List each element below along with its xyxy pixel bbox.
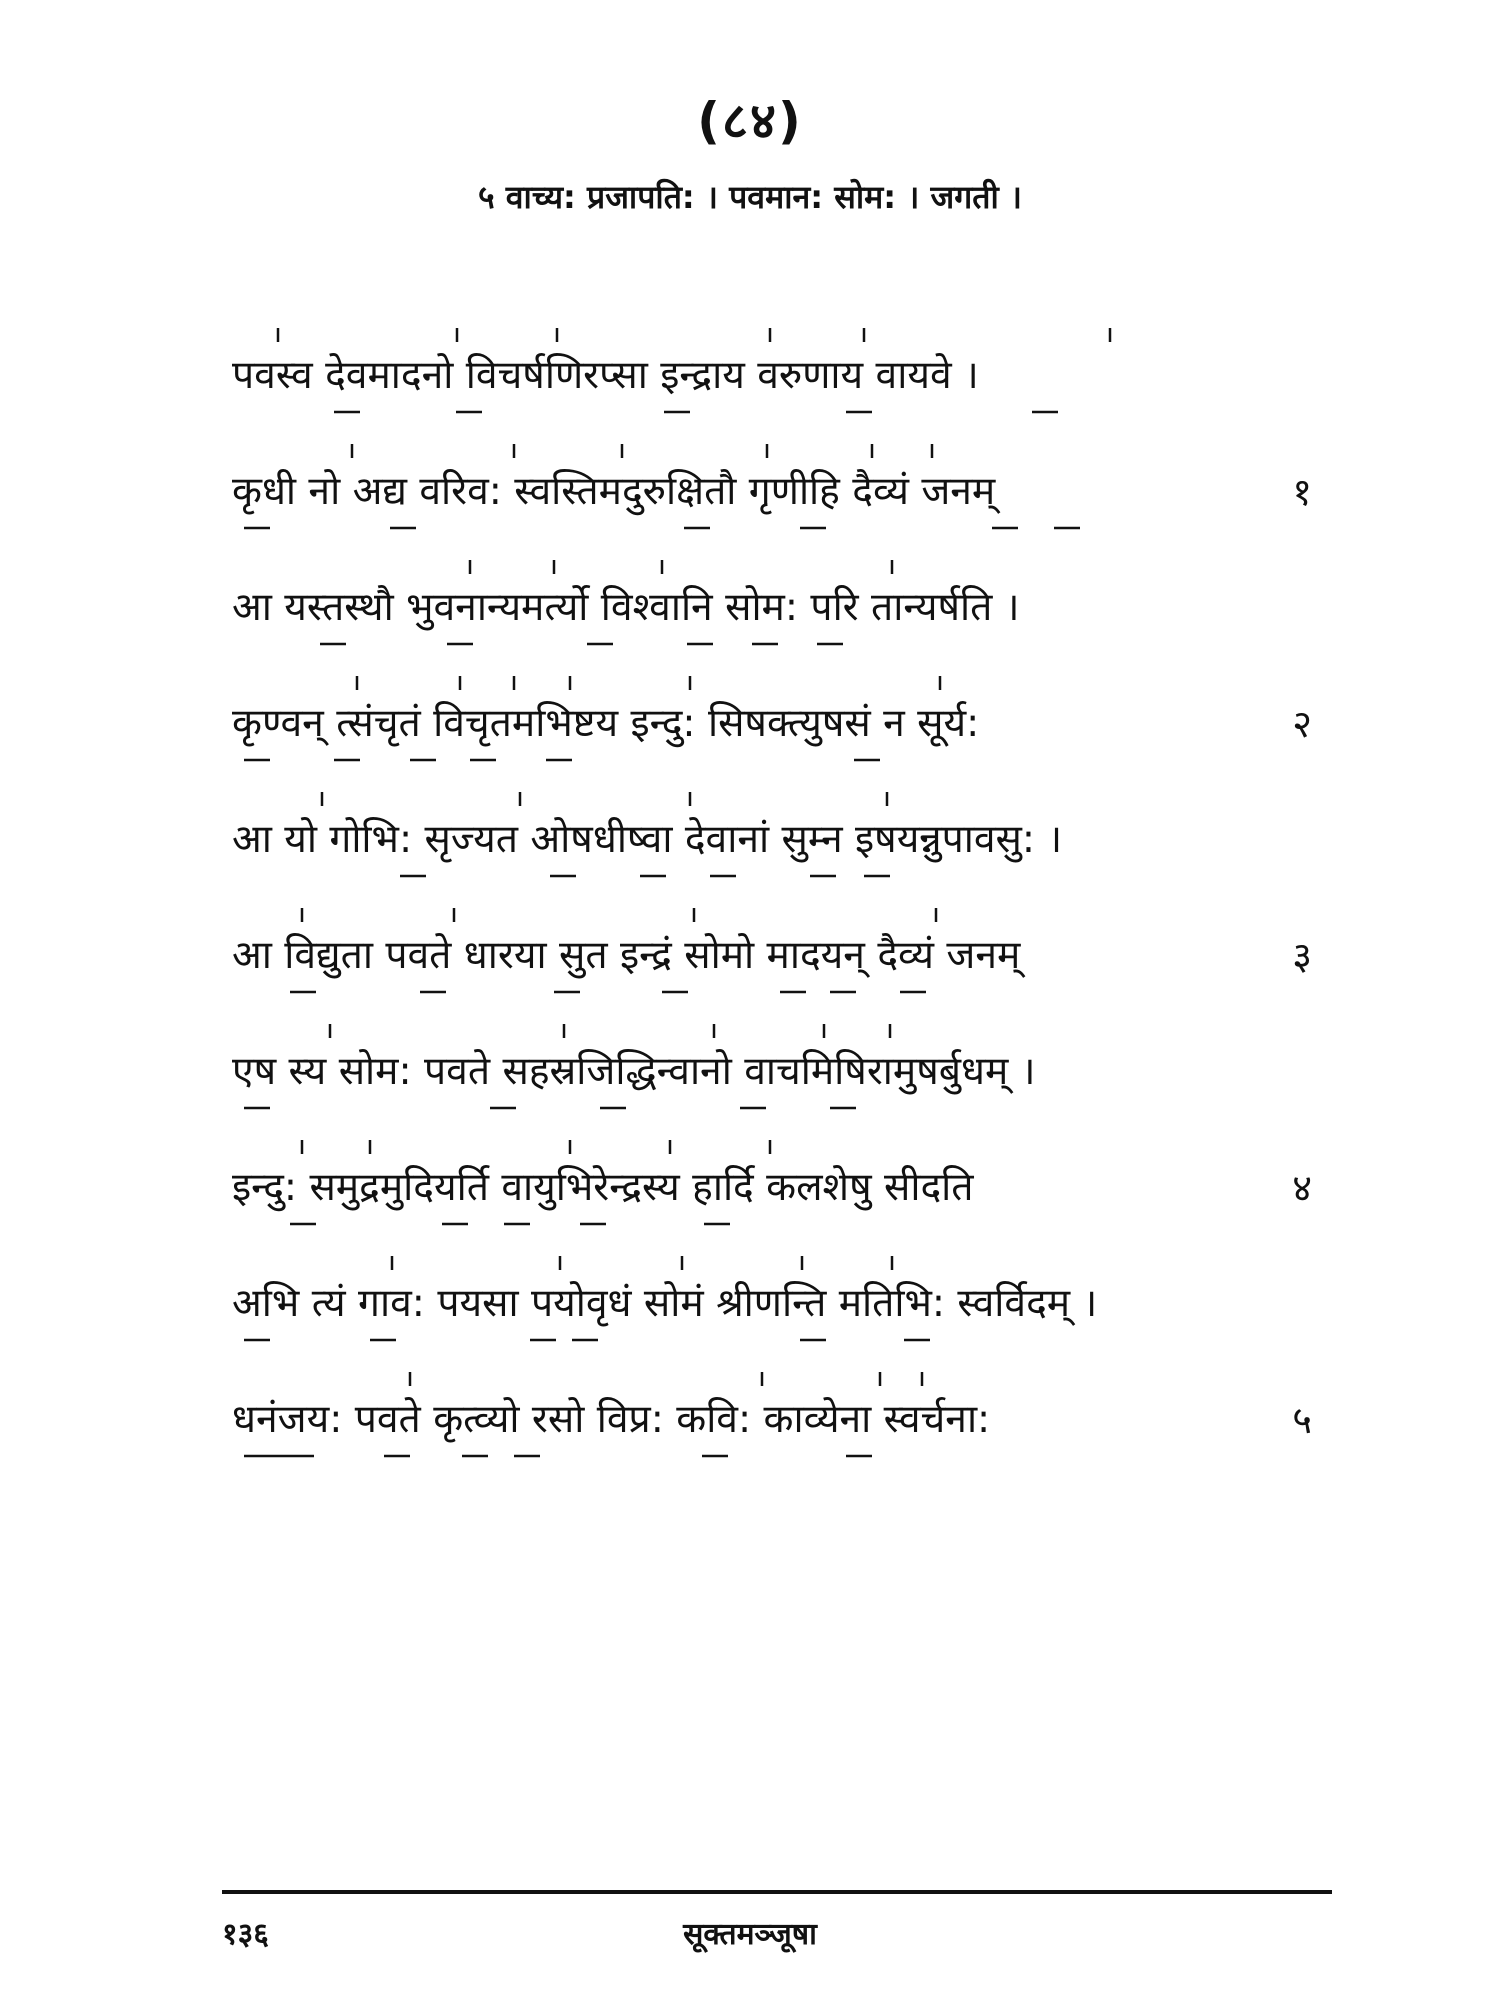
verse-text: कृण्वन् त्संचृतं विचृतमभिष्टय इन्दु: सिषक्त्युषसं न सूर्य: (232, 701, 980, 746)
sukta-number: (८४) (697, 92, 803, 150)
verse-number: १ (1292, 470, 1312, 514)
verse-line (232, 1248, 1312, 1364)
verse-text: आ विद्युता पवते धारया सुत इन्द्रं सोमो मादयन् दैव्यं जनम् (232, 933, 1021, 978)
verse-text: कृधी नो अद्य वरिव: स्वस्तिमदुरुक्षितौ गृणीहि दैव्यं जनम् (232, 469, 996, 514)
verse-line (232, 436, 1312, 552)
sukta-meta: ५ वाच्य: प्रजापति: । पवमान: सोम: । जगती । (477, 178, 1023, 216)
verse-text: इन्दु: समुद्रमुदियर्ति वायुभिरेन्द्रस्य हार्दि कलशेषु सीदति (232, 1165, 974, 1210)
verse-line (232, 1016, 1312, 1132)
page-number: १३६ (222, 1917, 269, 1952)
footer-divider (222, 1890, 1332, 1894)
verse-number: ५ (1292, 1398, 1312, 1442)
verse-line (232, 668, 1312, 784)
book-title: सूक्तमञ्जूषा (683, 1917, 817, 1952)
verse-text: पवस्व देवमादनो विचर्षणिरप्सा इन्द्राय वरुणाय वायवे । (232, 353, 979, 398)
verse-lines (232, 320, 1312, 1480)
verse-line (232, 552, 1312, 668)
verse-line (232, 320, 1312, 436)
verse-text: धनंजय: पवते कृत्व्यो रसो विप्र: कवि: काव्येना स्वर्चना: (232, 1397, 991, 1442)
verse-number: ४ (1292, 1166, 1312, 1210)
verse-line (232, 900, 1312, 1016)
verse-line (232, 1364, 1312, 1480)
verse-text: एष स्य सोम: पवते सहस्रजिद्धिन्वानो वाचमिषिरामुषर्बुधम् । (232, 1049, 1036, 1094)
verse-line (232, 784, 1312, 900)
verse-text: आ यस्तस्थौ भुवनान्यमर्त्यो विश्वानि सोम: परि तान्यर्षति । (232, 585, 1020, 630)
verse-number: २ (1292, 702, 1312, 746)
verse-number: ३ (1292, 934, 1312, 978)
verse-line (232, 1132, 1312, 1248)
verse-text: अभि त्यं गाव: पयसा पयोवृधं सोमं श्रीणन्ति मतिभि: स्वर्विदम् । (232, 1281, 1098, 1326)
verse-text: आ यो गोभि: सृज्यत ओषधीष्वा देवानां सुम्न इषयन्नुपावसु: । (232, 817, 1063, 862)
